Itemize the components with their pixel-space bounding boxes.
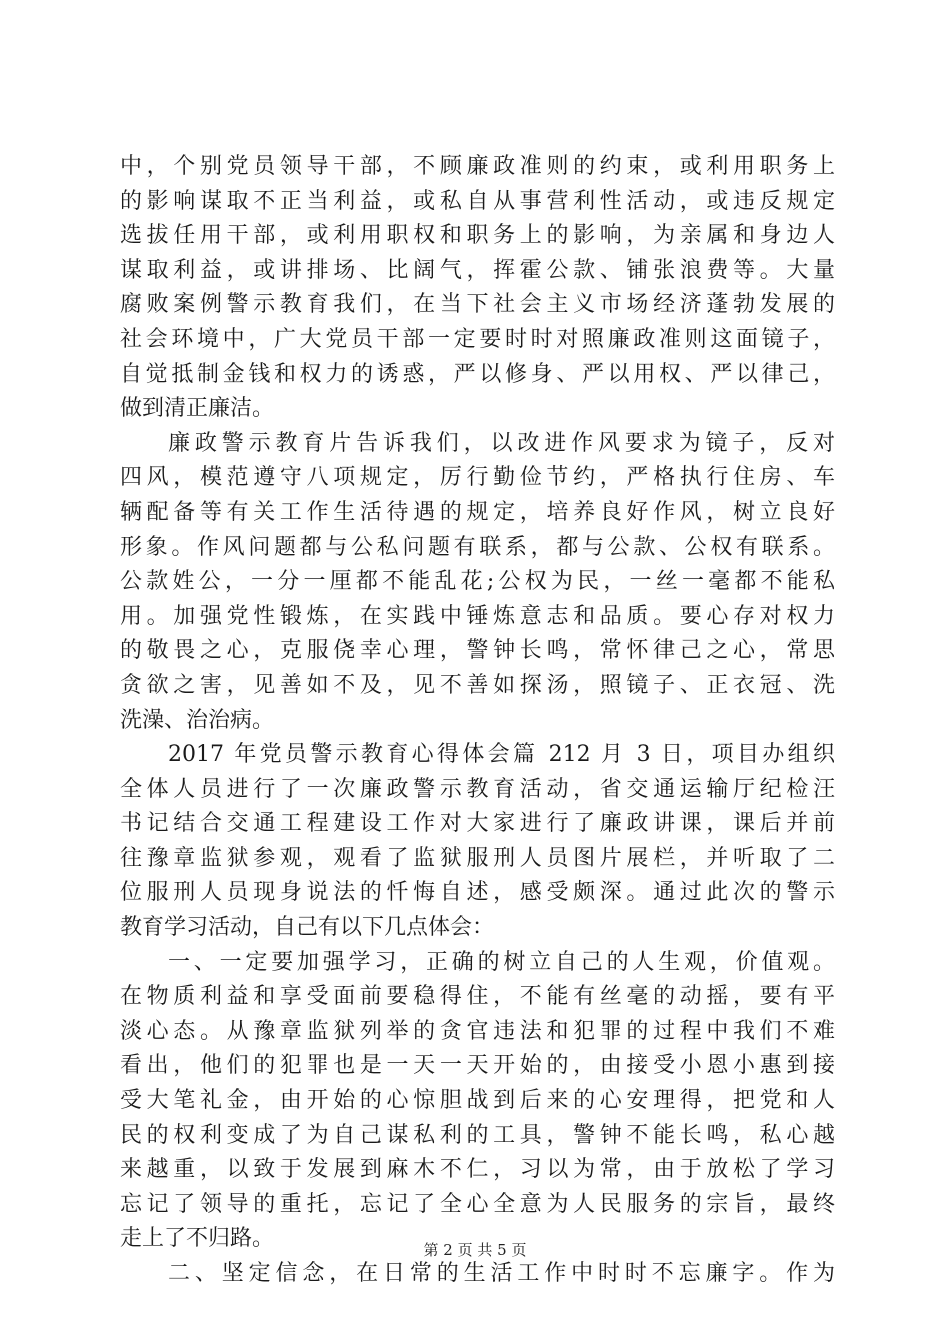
body-text-line: 位服刑人员现身说法的忏悔自述，感受颇深。通过此次的警示	[120, 880, 835, 906]
body-text-line: 2017 年党员警示教育心得体会篇 212 月 3 日，项目办组织	[168, 742, 835, 768]
body-text-line: 全体人员进行了一次廉政警示教育活动，省交通运输厅纪检汪	[120, 776, 835, 802]
body-text-line: 中，个别党员领导干部，不顾廉政准则的约束，或利用职务上	[120, 154, 835, 179]
body-text-line: 受大笔礼金，由开始的心惊胆战到后来的心安理得，把党和人	[120, 1088, 835, 1114]
body-text-line: 形象。作风问题都与公私问题有联系，都与公款、公权有联系。	[120, 534, 835, 560]
body-text-line: 四风，模范遵守八项规定，厉行勤俭节约，严格执行住房、车	[120, 465, 835, 491]
page-footer: 第 2 页 共 5 页	[423, 1241, 527, 1259]
body-text-line: 洗澡、治治病。	[120, 707, 275, 733]
body-text-line: 教育学习活动，自己有以下几点体会：	[120, 915, 495, 941]
body-text-line: 的影响谋取不正当利益，或私自从事营利性活动，或违反规定	[120, 188, 835, 214]
body-text-line: 自觉抵制金钱和权力的诱惑，严以修身、严以用权、严以律己，	[120, 361, 835, 387]
body-text-line: 社会环境中，广大党员干部一定要时时对照廉政准则这面镜子，	[120, 326, 835, 352]
body-text-line: 辆配备等有关工作生活待遇的规定，培养良好作风，树立良好	[120, 499, 835, 525]
body-text-line: 做到清正廉洁。	[120, 396, 275, 422]
body-text-line: 二、坚定信念，在日常的生活工作中时时不忘廉字。作为	[168, 1261, 835, 1286]
body-text-line: 在物质利益和享受面前要稳得住，不能有丝毫的动摇，要有平	[120, 984, 835, 1010]
body-text-line: 看出，他们的犯罪也是一天一天开始的，由接受小恩小惠到接	[120, 1053, 835, 1079]
document-body	[120, 150, 835, 1292]
body-text-line: 廉政警示教育片告诉我们，以改进作风要求为镜子，反对	[168, 430, 835, 456]
body-text-line: 走上了不归路。	[120, 1226, 275, 1252]
body-text-line: 往豫章监狱参观，观看了监狱服刑人员图片展栏，并听取了二	[120, 845, 835, 871]
body-text-line: 公款姓公，一分一厘都不能乱花;公权为民，一丝一毫都不能私	[120, 569, 835, 595]
body-text-line: 用。加强党性锻炼，在实践中锤炼意志和品质。要心存对权力	[120, 603, 835, 629]
body-text-line: 选拔任用干部，或利用职权和职务上的影响，为亲属和身边人	[120, 223, 835, 249]
body-text-line: 贪欲之害，见善如不及，见不善如探汤，照镜子、正衣冠、洗	[120, 672, 835, 698]
body-text-line: 谋取利益，或讲排场、比阔气，挥霍公款、铺张浪费等。大量	[120, 257, 835, 283]
body-text-line: 来越重，以致于发展到麻木不仁，习以为常，由于放松了学习	[120, 1157, 835, 1183]
body-text-line: 腐败案例警示教育我们，在当下社会主义市场经济蓬勃发展的	[120, 292, 835, 318]
body-text-line: 民的权利变成了为自己谋私利的工具，警钟不能长鸣，私心越	[120, 1122, 835, 1148]
body-text-line: 的敬畏之心，克服侥幸心理，警钟长鸣，常怀律己之心，常思	[120, 638, 835, 664]
body-text-line: 淡心态。从豫章监狱列举的贪官违法和犯罪的过程中我们不难	[120, 1018, 835, 1044]
body-text-line: 忘记了领导的重托，忘记了全心全意为人民服务的宗旨，最终	[120, 1191, 835, 1217]
body-text-line: 一、一定要加强学习，正确的树立自己的人生观，价值观。	[168, 949, 835, 975]
body-text-line: 书记结合交通工程建设工作对大家进行了廉政讲课，课后并前	[120, 811, 835, 837]
